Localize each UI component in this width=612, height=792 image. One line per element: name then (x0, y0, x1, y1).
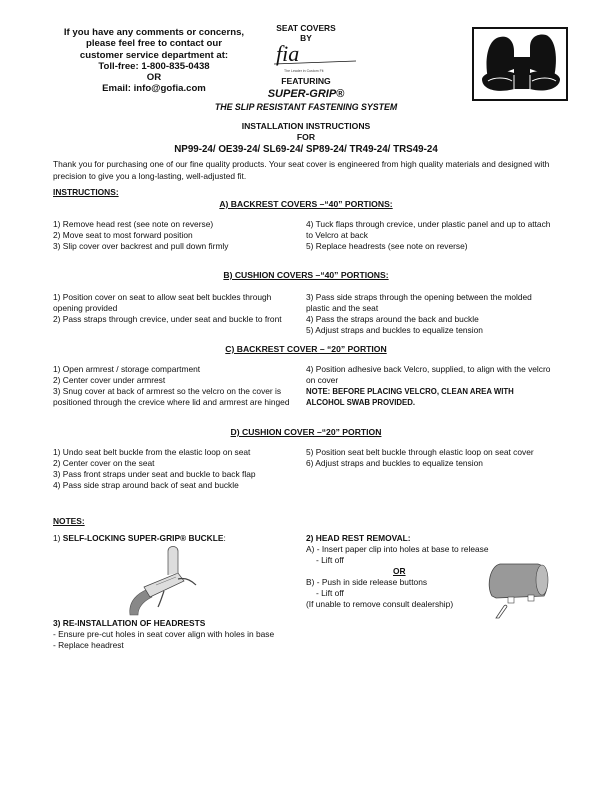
headrest-icon (482, 560, 554, 622)
section-d-left (53, 447, 303, 491)
contact-line: If you have any comments or concerns, (63, 27, 245, 38)
list-item: 3) Pass side straps through the opening between the molded plastic and the seat (306, 292, 532, 313)
list-item: - Ensure pre-cut holes in seat cover align with holes in base (53, 629, 275, 639)
note2-block (306, 533, 489, 610)
featuring-label: FEATURING (281, 76, 331, 86)
bench-seat-icon (474, 29, 566, 99)
list-item: 3) Pass front straps under seat and buckle to back flap (53, 469, 256, 479)
section-a-left (53, 219, 303, 252)
note3-title: 3) RE-INSTALLATION OF HEADRESTS (53, 618, 206, 628)
list-item: 4) Pass the straps around the back and buckle (306, 314, 479, 324)
list-item: A) - Insert paper clip into holes at base to release (306, 544, 489, 554)
list-item: - Lift off (316, 588, 344, 598)
section-c-heading: C) BACKREST COVER – “20” PORTION (225, 344, 387, 354)
list-item: 4) Pass side strap around back of seat and buckle (53, 480, 239, 490)
fia-logo-icon (270, 42, 360, 68)
list-item: 5) Adjust straps and buckles to equalize tension (306, 325, 483, 335)
list-item: 3) Slip cover over backrest and pull down firmly (53, 241, 229, 251)
seat-covers-label: SEAT COVERS (276, 23, 336, 33)
list-item: 1) Remove head rest (see note on reverse) (53, 219, 214, 229)
fia-logo (270, 42, 360, 74)
list-item: 1) Open armrest / storage compartment (53, 364, 201, 374)
seat-illustration (472, 27, 568, 101)
note1-heading (53, 533, 226, 544)
section-c-right (306, 364, 556, 408)
section-d-heading: D) CUSHION COVER –“20” PORTION (230, 427, 382, 437)
subtitle: THE SLIP RESISTANT FASTENING SYSTEM (214, 102, 398, 112)
intro-paragraph: Thank you for purchasing one of our fine quality products. Your seat cover is engineered from high quality materials and designed with precision to give you a long-lasting, well-adjusted fit. (53, 159, 550, 181)
list-item: 5) Replace headrests (see note on reverse) (306, 241, 468, 251)
title-line1: INSTALLATION INSTRUCTIONS (241, 121, 371, 131)
list-item: 1) Undo seat belt buckle from the elastic loop on seat (53, 447, 251, 457)
contact-line: OR (146, 72, 162, 84)
or-label: OR (393, 566, 406, 576)
section-a-heading: A) BACKREST COVERS –“40” PORTIONS: (219, 199, 393, 209)
buckle-icon (120, 545, 200, 617)
contact-block (40, 27, 268, 95)
velcro-note: NOTE: BEFORE PLACING VELCRO, CLEAN AREA WITH ALCOHOL SWAB PROVIDED. (306, 387, 514, 407)
title-line2: FOR (296, 131, 316, 142)
model-numbers: NP99-24/ OE39-24/ SL69-24/ SP89-24/ TR49-24/ TRS49-24 (174, 144, 438, 155)
list-item: 4) Tuck flaps through crevice, under plastic panel and up to attach to Velcro at back (306, 219, 551, 240)
list-item: 6) Adjust straps and buckles to equalize tension (306, 458, 483, 468)
logo-tagline: The Leader in Custom Fit (284, 69, 324, 73)
headrest-illustration (482, 560, 554, 622)
section-b-left (53, 292, 303, 325)
note3-body (53, 629, 313, 651)
list-item: 3) Snug cover at back of armrest so the velcro on the cover is positioned through the crevice where lid and armrest are hinged (53, 386, 290, 407)
list-item: (If unable to remove consult dealership) (306, 599, 454, 609)
list-item: 2) Move seat to most forward position (53, 230, 193, 240)
section-d-right (306, 447, 566, 469)
list-item: 1) Position cover on seat to allow seat belt buckles through opening provided (53, 292, 272, 313)
section-c-left (53, 364, 303, 408)
note1-title: SELF-LOCKING SUPER-GRIP® BUCKLE (62, 533, 224, 543)
note1-number: 1) (53, 533, 63, 543)
list-item: 2) Center cover on the seat (53, 458, 155, 468)
brand-block (250, 23, 362, 43)
list-item: 2) Center cover under armrest (53, 375, 166, 385)
super-grip-title: SUPER-GRIP® (267, 88, 345, 100)
phone-number: Toll-free: 1-800-835-0438 (98, 60, 210, 72)
list-item: 2) Pass straps through crevice, under seat and buckle to front (53, 314, 282, 324)
installation-title (150, 121, 462, 142)
section-b-right (306, 292, 556, 336)
by-label: BY (300, 33, 312, 43)
note2-title: 2) HEAD REST REMOVAL: (306, 533, 411, 543)
section-b-heading: B) CUSHION COVERS –“40” PORTIONS: (223, 270, 389, 280)
list-item: - Lift off (316, 555, 344, 565)
list-item: - Replace headrest (53, 640, 124, 650)
section-a-right (306, 219, 556, 252)
contact-line: customer service department at: (79, 49, 229, 61)
svg-text:fia: fia (276, 42, 300, 66)
note1-colon: : (223, 533, 226, 543)
list-item: 4) Position adhesive back Velcro, supplied, to align with the velcro on cover (306, 364, 551, 385)
buckle-illustration (120, 545, 200, 617)
list-item: 5) Position seat belt buckle through elastic loop on seat cover (306, 447, 534, 457)
notes-label: NOTES: (53, 516, 85, 526)
contact-line: please feel free to contact our (86, 38, 222, 50)
email: Email: info@gofia.com (102, 83, 206, 95)
list-item: B) - Push in side release buttons (306, 577, 428, 587)
instructions-label: INSTRUCTIONS: (53, 187, 119, 197)
